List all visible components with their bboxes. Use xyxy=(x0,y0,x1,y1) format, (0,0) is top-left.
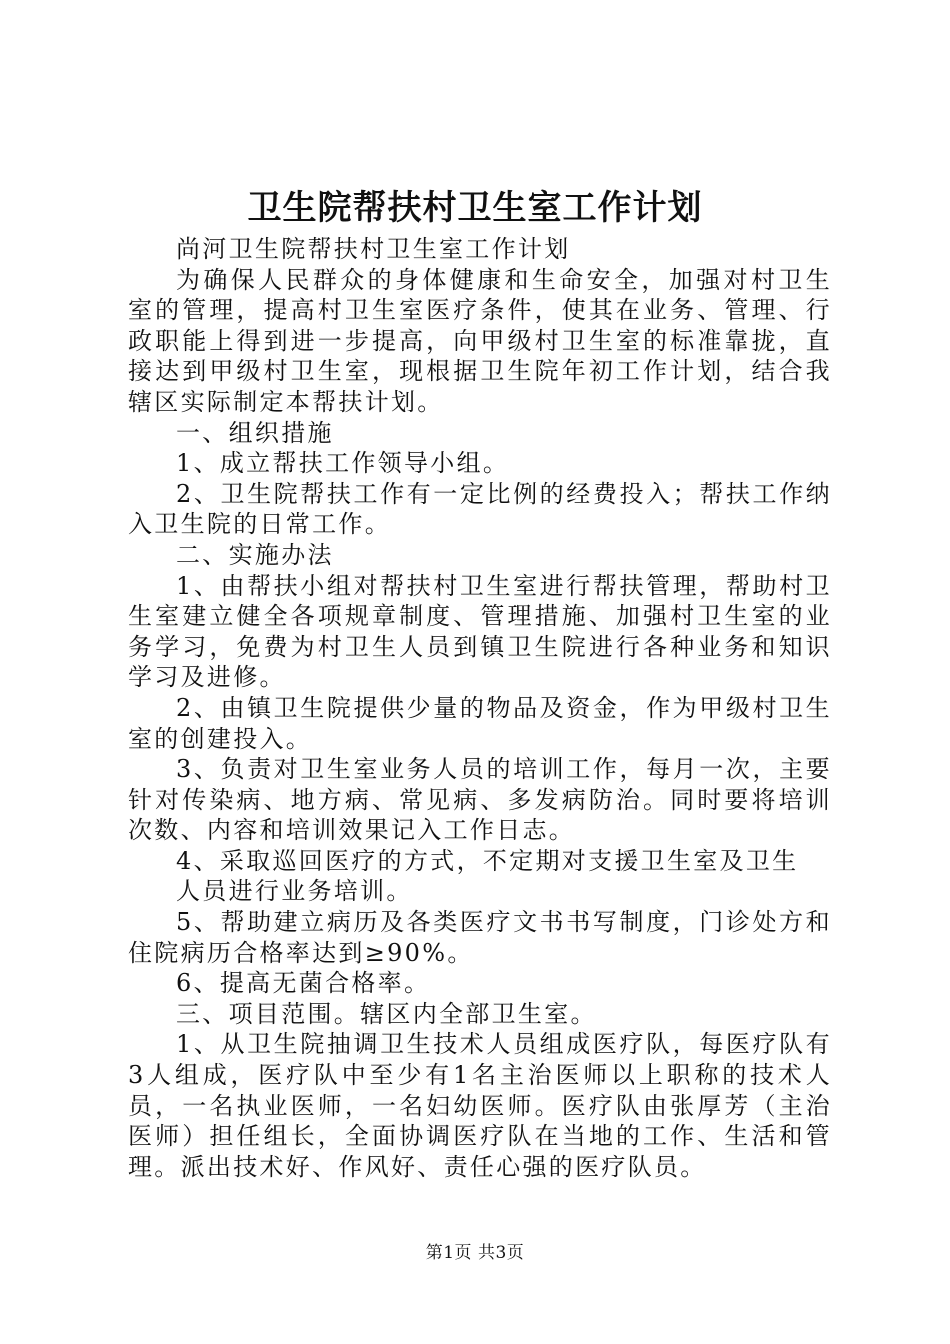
paragraph-item: 1、由帮扶小组对帮扶村卫生室进行帮扶管理，帮助村卫生室建立健全各项规章制度、管理措施、加强村卫生室的业务学习，免费为村卫生人员到镇卫生院进行各种业务和知识学习及进修。 xyxy=(128,571,832,692)
section-heading-2: 二、实施办法 xyxy=(176,540,334,569)
paragraph-intro: 为确保人民群众的身体健康和生命安全，加强对村卫生室的管理，提高村卫生室医疗条件，使其在业务、管理、行政职能上得到进一步提高，向甲级村卫生室的标准靠拢，直接达到甲级村卫生室，现根据卫生院年初工作计划，结合我辖区实际制定本帮扶计划。 xyxy=(128,265,832,416)
page-footer: 第1页 共3页 xyxy=(425,1243,525,1263)
paragraph-item: 3、负责对卫生室业务人员的培训工作，每月一次，主要针对传染病、地方病、常见病、多发病防治。同时要将培训次数、内容和培训效果记入工作日志。 xyxy=(128,755,832,845)
document-title: 卫生院帮扶村卫生室工作计划 xyxy=(247,188,703,228)
paragraph-item: 1、从卫生院抽调卫生技术人员组成医疗队，每医疗队有3人组成，医疗队中至少有1名主治医师以上职称的技术人员，一名执业医师，一名妇幼医师。医疗队由张厚芳（主治医师）担任组长，全面协调医疗队在当地的工作、生活和管理。派出技术好、作风好、责任心强的医疗队员。 xyxy=(128,1030,832,1181)
document-body xyxy=(128,234,832,1182)
paragraph-item: 4、采取巡回医疗的方式，不定期对支援卫生室及卫生 xyxy=(176,846,799,875)
paragraph-item: 2、卫生院帮扶工作有一定比例的经费投入；帮扶工作纳入卫生院的日常工作。 xyxy=(128,479,832,539)
paragraph-item: 1、成立帮扶工作领导小组。 xyxy=(176,449,510,478)
paragraph-item: 2、由镇卫生院提供少量的物品及资金，作为甲级村卫生室的创建投入。 xyxy=(128,693,832,753)
paragraph-subtitle: 尚河卫生院帮扶村卫生室工作计划 xyxy=(176,235,571,263)
paragraph-item: 5、帮助建立病历及各类医疗文书书写制度，门诊处方和住院病历合格率达到≥90%。 xyxy=(128,908,832,967)
section-heading-3: 三、项目范围。辖区内全部卫生室。 xyxy=(176,999,597,1028)
paragraph-continuation: 人员进行业务培训。 xyxy=(176,877,413,906)
section-heading-1: 一、组织措施 xyxy=(176,418,334,447)
paragraph-item: 6、提高无菌合格率。 xyxy=(176,969,431,998)
